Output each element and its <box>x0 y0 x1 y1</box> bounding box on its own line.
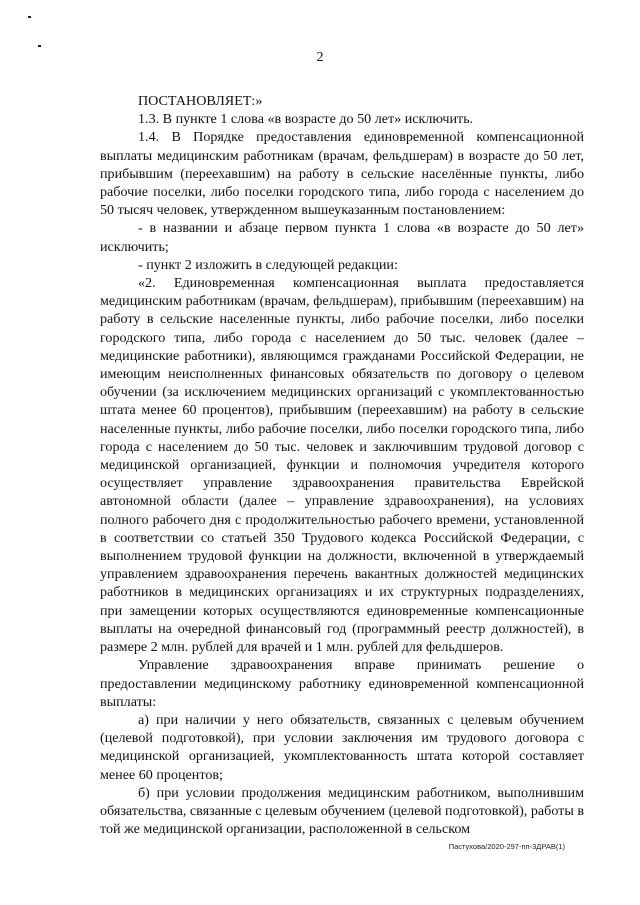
paragraph-condition-a: а) при наличии у него обязательств, связанных с целевым обучением (целевой подготовкой), при условии заключения им трудового договора с медицинской организацией, укомплектованность штата которой составляет менее 60 процентов; <box>100 711 584 783</box>
paragraph-1-4: 1.4. В Порядке предоставления единовременной компенсационной выплаты медицинским работникам (врачам, фельдшерам) в возрасте до 50 лет, прибывшим (переехавшим) на работу в сельские населённые пункты, либо рабочие поселки, либо поселки городского типа, либо города с населением до 50 тысяч человек, утвержденном вышеуказанным постановлением: <box>100 129 584 219</box>
document-body <box>100 92 584 838</box>
scan-mark <box>38 45 41 47</box>
paragraph-resolves: ПОСТАНОВЛЯЕТ:» <box>138 93 263 109</box>
page-number: 2 <box>316 50 324 65</box>
scan-mark <box>28 16 31 18</box>
paragraph-item-title: - в названии и абзаце первом пункта 1 слова «в возрасте до 50 лет» исключить; <box>100 220 584 255</box>
paragraph-decision: Управление здравоохранения вправе принимать решение о предоставлении медицинскому работнику единовременной компенсационной выплаты: <box>100 657 584 710</box>
paragraph-1-3: 1.3. В пункте 1 слова «в возрасте до 50 лет» исключить. <box>138 111 474 128</box>
paragraph-item-2-text: «2. Единовременная компенсационная выплата предоставляется медицинским работникам (врачам, фельдшерам), прибывшим (переехавшим) на работу в сельские населенные пункты, либо рабочие поселки, либо поселки городского типа, либо города с населением до 50 тыс. человек (далее – медицинские работники), являющимся гражданами Российской Федерации, не имеющим неисполненных финансовых обязательств по договору о целевом обучении (за исключением медицинских организаций с укомплектованностью штата менее 60 процентов), прибывшим (переехавшим) на работу в сельские населенные пункты, либо рабочие поселки, либо поселки городского типа, либо города с населением до 50 тыс. человек и заключившим трудовой договор с медицинской организацией, функции и полномочия учредителя которого осуществляет управление здравоохранения правительства Еврейской автономной области (далее – управление здравоохранения), на условиях полного рабочего дня с продолжительностью рабочего времени, установленной в соответствии со статьей 350 Трудового кодекса Российской Федерации, с выполнением трудовой функции на должности, включенной в утверждаемый управлением здравоохранения перечень вакантных должностей медицинских работников в медицинских организациях и их структурных подразделениях, при замещении которых осуществляются единовременные компенсационные выплаты на очередной финансовый год (программный реестр должностей), в размере 2 млн. рублей для врачей и 1 млн. рублей для фельдшеров. <box>100 275 584 656</box>
document-code: Пастухова/2020-297-пп-3ДРАВ(1) <box>448 842 565 851</box>
paragraph-condition-b: б) при условии продолжения медицинским работником, выполнившим обязательства, связанные с целевым обучением (целевой подготовкой), работы в той же медицинской организации, расположенной в сельском <box>100 784 584 838</box>
paragraph-item-2-intro: - пункт 2 изложить в следующей редакции: <box>138 256 398 273</box>
